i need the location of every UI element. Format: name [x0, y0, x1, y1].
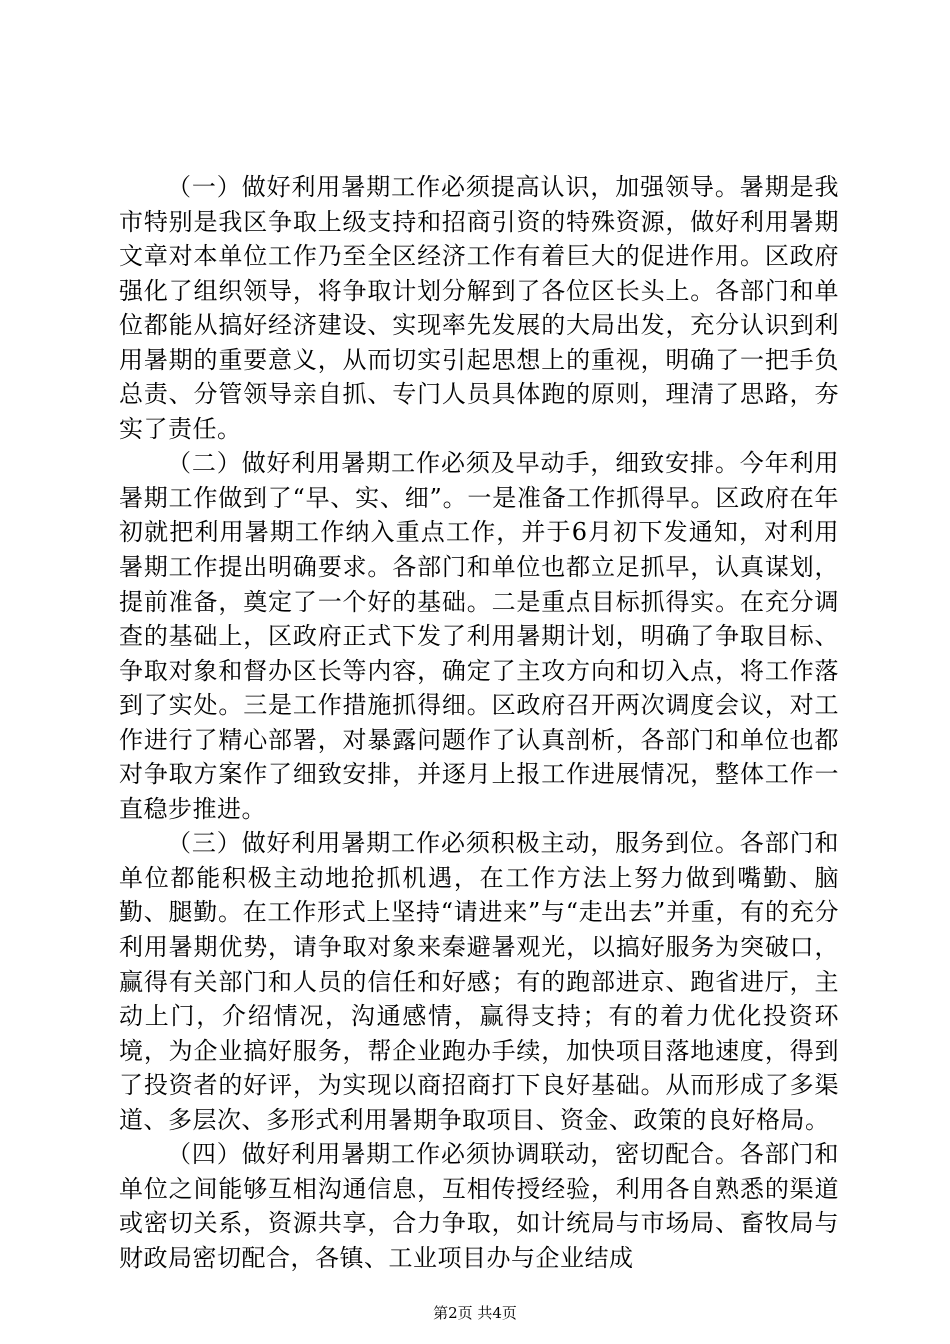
paragraph-3: （三）做好利用暑期工作必须积极主动，服务到位。各部门和单位都能积极主动地抢抓机遇，在工作方法上努力做到嘴勤、脑勤、腿勤。在工作形式上坚持“请进来”与“走出去”并重，有的充分利用暑期优势，请争取对象来秦避暑观光，以搞好服务为突破口，赢得有关部门和人员的信任和好感；有的跑部进京、跑省进厅，主动上门，介绍情况，沟通感情，赢得支持；有的着力优化投资环境，为企业搞好服务，帮企业跑办手续，加快项目落地速度，得到了投资者的好评，为实现以商招商打下良好基础。从而形成了多渠道、多层次、多形式利用暑期争取项目、资金、政策的良好格局。	[119, 829, 839, 1134]
paragraph-1: （一）做好利用暑期工作必须提高认识，加强领导。暑期是我市特别是我区争取上级支持和招商引资的特殊资源，做好利用暑期文章对本单位工作乃至全区经济工作有着巨大的促进作用。区政府强化了组织领导，将争取计划分解到了各位区长头上。各部门和单位都能从搞好经济建设、实现率先发展的大局出发，充分认识到利用暑期的重要意义，从而切实引起思想上的重视，明确了一把手负总责、分管领导亲自抓、专门人员具体跑的原则，理清了思路，夯实了责任。	[119, 173, 839, 443]
paragraph-4: （四）做好利用暑期工作必须协调联动，密切配合。各部门和单位之间能够互相沟通信息，互相传授经验，利用各自熟悉的渠道或密切关系，资源共享，合力争取，如计统局与市场局、畜牧局与财政局密切配合，各镇、工业项目办与企业结成	[119, 1140, 839, 1272]
page-footer: 第2页 共4页	[433, 1304, 517, 1322]
document-body	[119, 170, 839, 1276]
paragraph-2: （二）做好利用暑期工作必须及早动手，细致安排。今年利用暑期工作做到了“早、实、细”。一是准备工作抓得早。区政府在年初就把利用暑期工作纳入重点工作，并于6月初下发通知，对利用暑期工作提出明确要求。各部门和单位也都立足抓早，认真谋划，提前准备，奠定了一个好的基础。二是重点目标抓得实。在充分调查的基础上，区政府正式下发了利用暑期计划，明确了争取目标、争取对象和督办区长等内容，确定了主攻方向和切入点，将工作落到了实处。三是工作措施抓得细。区政府召开两次调度会议，对工作进行了精心部署，对暴露问题作了认真剖析，各部门和单位也都对争取方案作了细致安排，并逐月上报工作进展情况，整体工作一直稳步推进。	[119, 449, 839, 823]
